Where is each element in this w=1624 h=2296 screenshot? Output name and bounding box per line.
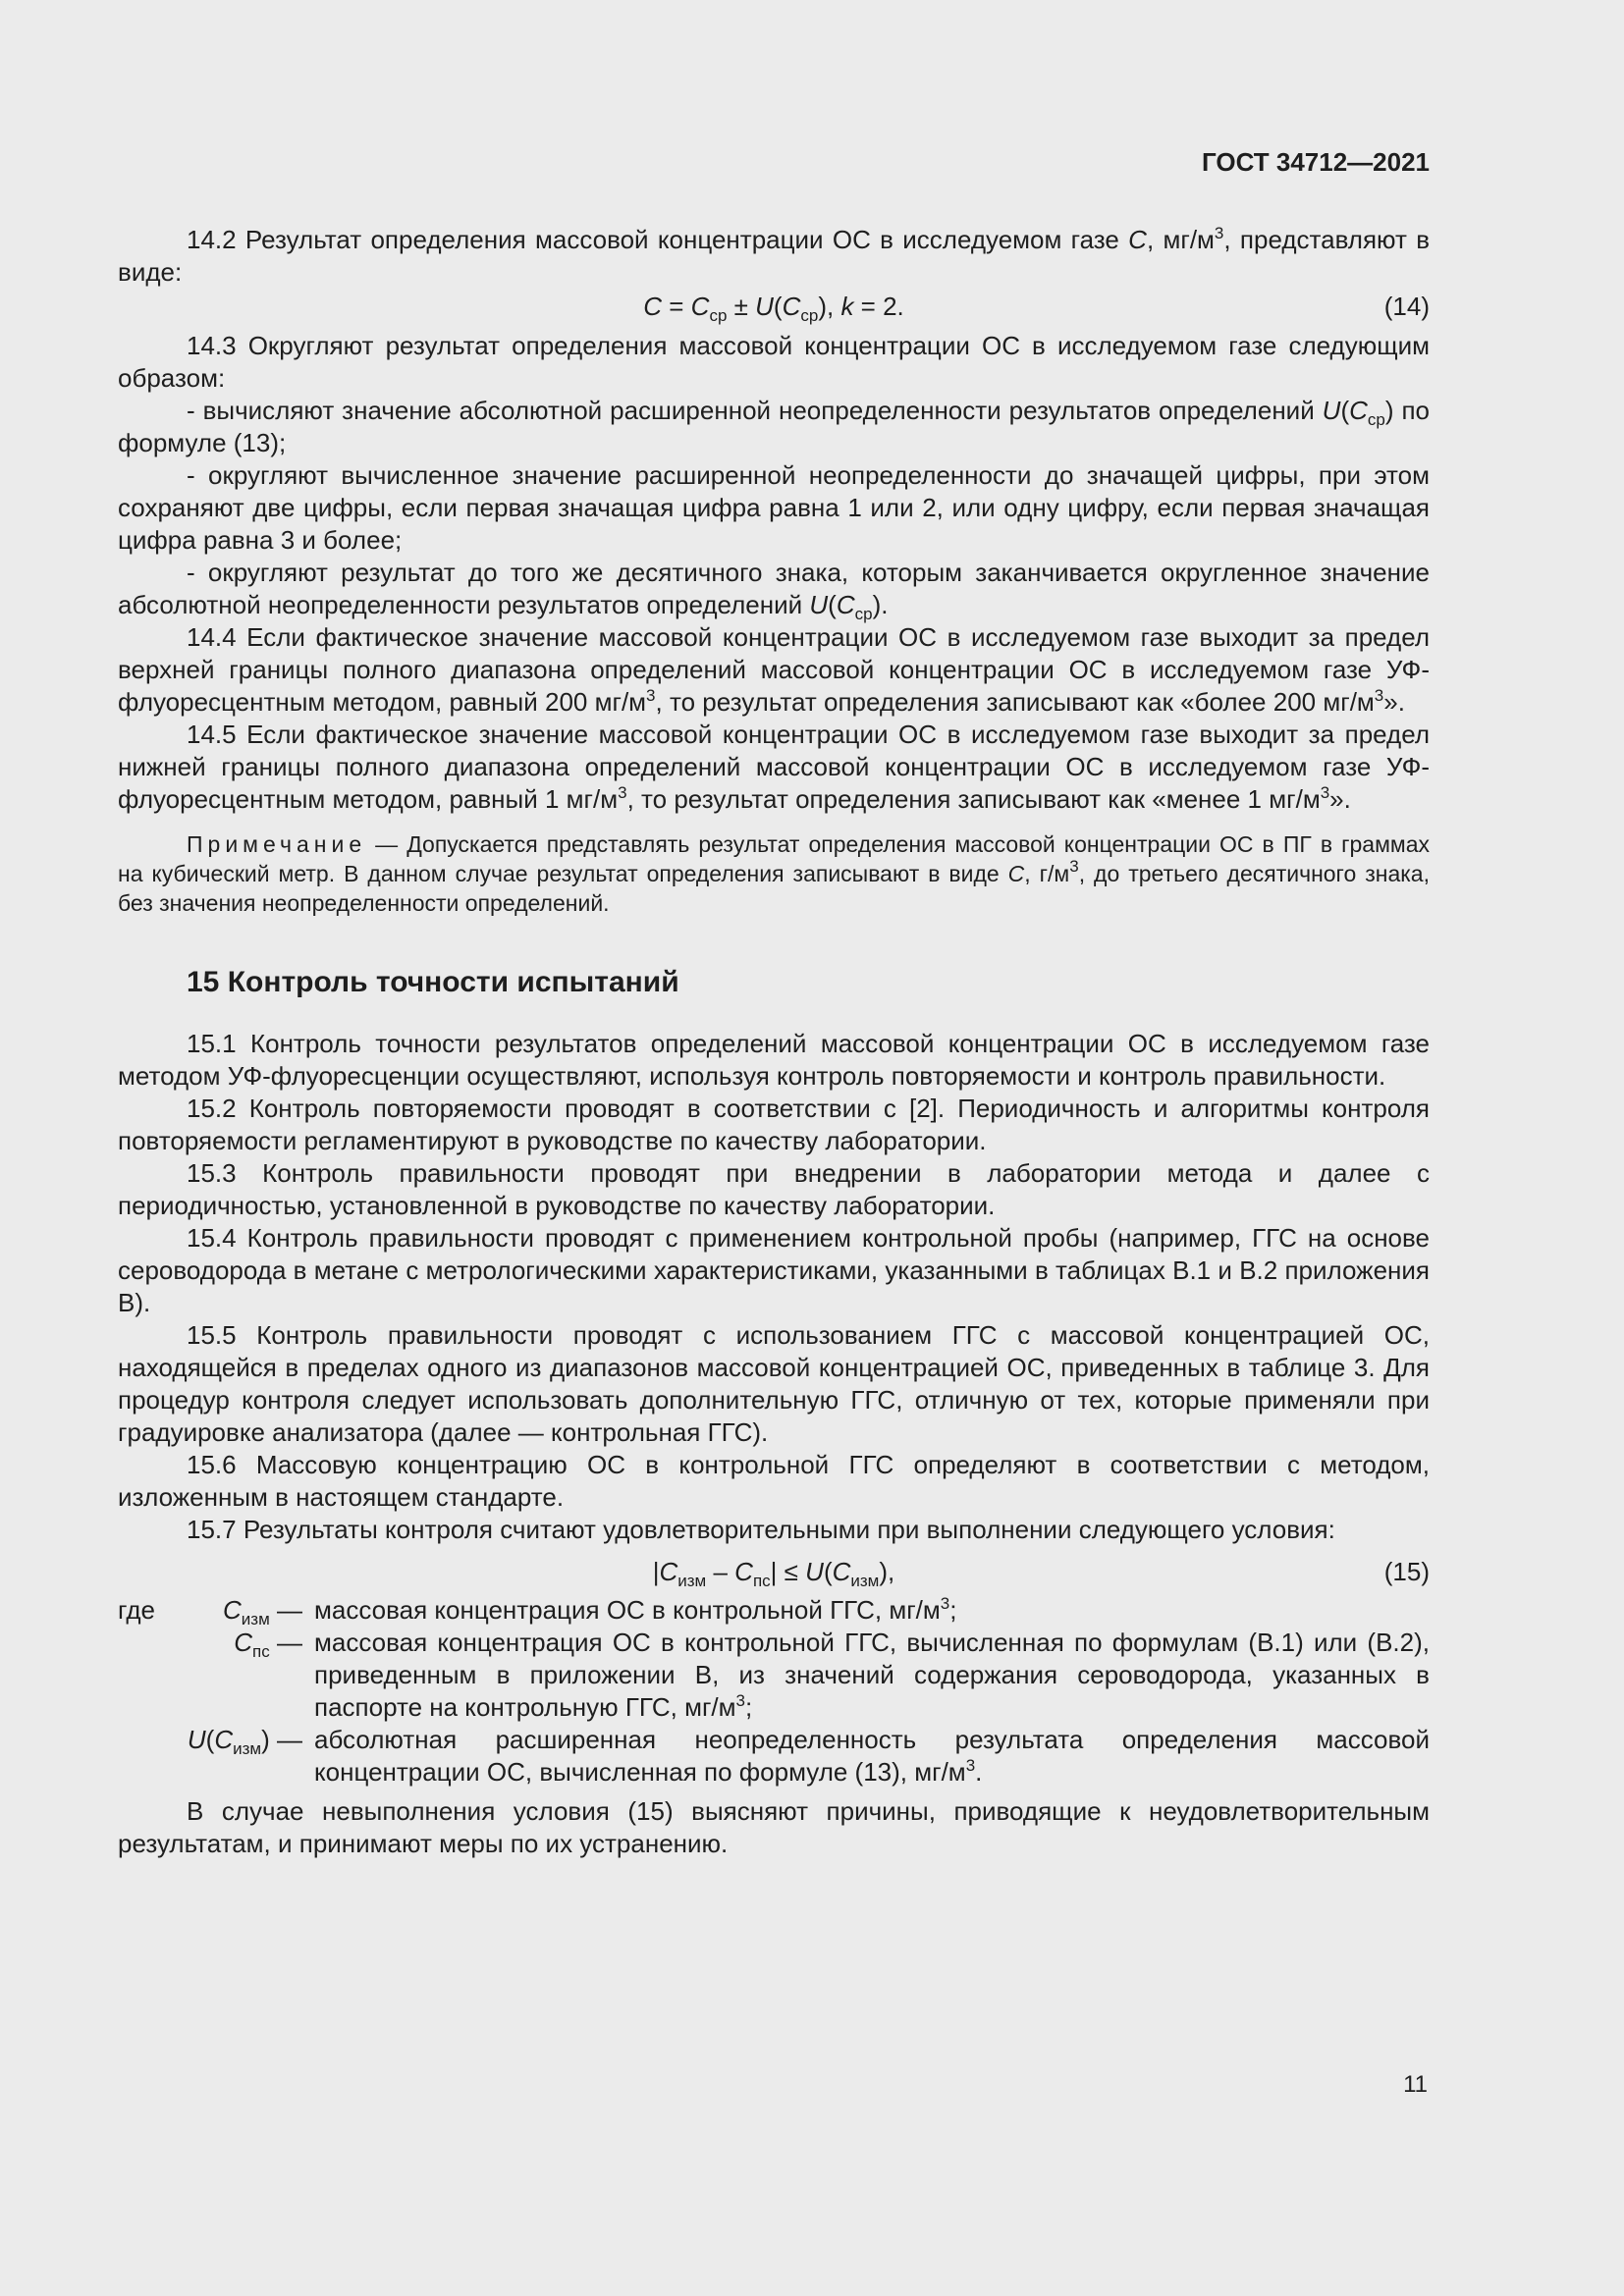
page-content: [118, 224, 1430, 1860]
definition-c-ps: массовая концентрация ОС в контрольной ГГС, вычисленная по формулам (В.1) или (В.2), приведенным в приложении В, из значений содержания сероводорода, указанных в паспорте на контрольную ГГС, $мг/м^3$;: [314, 1628, 1430, 1722]
paragraph-15-6: 15.6 Массовую концентрацию ОС в контрольной ГГС определяют в соответствии с методом, изложенным в настоящем стандарте.: [118, 1450, 1430, 1512]
list-item: - вычисляют значение абсолютной расширенной неопределенности результатов определений $U(C_{ср})$ по формуле (13);: [118, 396, 1430, 457]
paragraph-15-3: 15.3 Контроль правильности проводят при внедрении в лаборатории метода и далее с периодичностью, установленной в руководстве по качеству лаборатории.: [118, 1158, 1430, 1220]
definition-u-c-izm: абсолютная расширенная неопределенность результата определения массовой концентрации ОС, вычисленная по формуле (13), $мг/м^3$.: [314, 1725, 1430, 1787]
definition-c-izm: массовая концентрация ОС в контрольной ГГС, $мг/м^3$;: [314, 1594, 957, 1625]
paragraph-15-1: 15.1 Контроль точности результатов определений массовой концентрации ОС в исследуемом газе методом УФ-флуоресценции осуществляют, используя контроль повторяемости и контроль правильности.: [118, 1029, 1430, 1091]
list-item: - округляют вычисленное значение расширенной неопределенности до значащей цифры, при этом сохраняют две цифры, если первая значащая цифра равна 1 или 2, или одну цифру, если первая значащая цифра равна 3 и более;: [118, 460, 1430, 555]
paragraph-14-5: 14.5 Если фактическое значение массовой концентрации ОС в исследуемом газе выходит за предел нижней границы полного диапазона определений массовой концентрации ОС в исследуемом газе УФ-флуоресцентным методом, равный 1 $мг/м^3$, то результат определения записывают как «менее 1 $мг/м^3$».: [118, 720, 1430, 814]
list-item: - округляют результат до того же десятичного знака, которым заканчивается округленное значение абсолютной неопределенности результатов определений $U(C_{ср})$.: [118, 558, 1430, 623]
page-number: 11: [1403, 2071, 1428, 2098]
paragraph-15-2: 15.2 Контроль повторяемости проводят в соответствии с [2]. Периодичность и алгоритмы контроля повторяемости регламентируют в руководстве по качеству лаборатории.: [118, 1094, 1430, 1155]
term-c-izm: $C_{изм}$ —: [223, 1595, 302, 1629]
document-header: ГОСТ 34712—2021: [1202, 147, 1430, 177]
equation-number-14: (14): [1383, 292, 1430, 321]
paragraph-15-4: 15.4 Контроль правильности проводят с применением контрольной пробы (например, ГГС на основе сероводорода в метане с метрологическими характеристиками, указанными в таблицах В.1 и В.2 приложения В).: [118, 1223, 1430, 1317]
section-15-title: 15 Контроль точности испытаний: [187, 966, 679, 998]
where-label: где: [118, 1595, 155, 1625]
closing-paragraph: В случае невыполнения условия (15) выясняют причины, приводящие к неудовлетворительным результатам, и принимают меры по их устранению.: [118, 1796, 1430, 1858]
paragraph-15-5: 15.5 Контроль правильности проводят с использованием ГГС с массовой концентрацией ОС, находящейся в пределах одного из диапазонов массовой концентрацией ОС, приведенных в таблице 3. Для процедур контроля следует использовать дополнительную ГГС, отличную от тех, которые применяли при градуировке анализатора (далее — контрольная ГГС).: [118, 1320, 1430, 1447]
note: Примечание — Допускается представлять результат определения массовой концентрации ОС в ПГ в граммах на кубический метр. В данном случае результат определения записывают в виде C, $г/м^3$, до третьего десятичного знака, без значения неопределенности определений.: [118, 831, 1430, 916]
formula-definitions: [118, 1594, 1430, 1789]
paragraph-15-7: 15.7 Результаты контроля считают удовлетворительными при выполнении следующего условия:: [187, 1515, 1335, 1544]
paragraph-14-2: 14.2 Результат определения массовой концентрации ОС в исследуемом газе C, $мг/м^3$, представляют в виде:: [118, 224, 1430, 287]
formula-15: $|C_{изм} - C_{пс}| \le U(C_{изм})$, (15): [652, 1557, 1430, 1590]
term-u-c-izm: $U(C_{изм})$ —: [187, 1725, 302, 1758]
formula-14: $C = C_{ср} \pm U(C_{ср})$, k = 2. (14): [643, 292, 1430, 325]
term-c-ps: $C_{пс}$ —: [234, 1628, 302, 1661]
equation-number-15: (15): [1383, 1557, 1430, 1586]
note-label: Примечание: [187, 831, 367, 857]
paragraph-14-3: 14.3 Округляют результат определения массовой концентрации ОС в исследуемом газе следующим образом:: [118, 331, 1430, 393]
paragraph-14-4: 14.4 Если фактическое значение массовой концентрации ОС в исследуемом газе выходит за предел верхней границы полного диапазона определений массовой концентрации ОС в исследуемом газе УФ-флуоресцентным методом, равный 200 $мг/м^3$, то результат определения записывают как «более 200 $мг/м^3$».: [118, 622, 1430, 717]
